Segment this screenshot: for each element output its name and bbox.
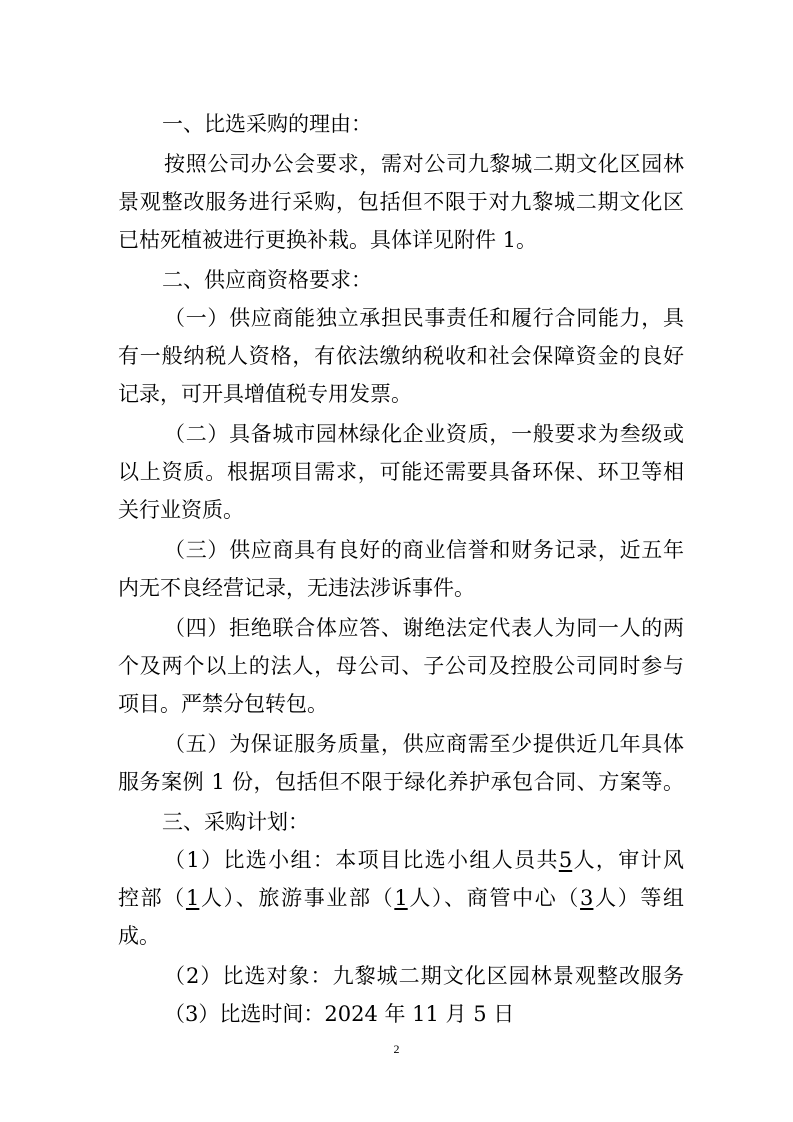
reason-line-1: 按照公司办公会要求，需对公司九黎城二期文化区园林 xyxy=(164,152,684,176)
plan-1-line-3: 成。 xyxy=(118,924,160,948)
qual-heading: 二、供应商资格要求： xyxy=(162,268,372,292)
qual-4-line-2: 个及两个以上的法人，母公司、子公司及控股公司同时参与 xyxy=(118,654,684,678)
plan-1-text: 人）等组 xyxy=(593,886,685,910)
qual-2-line-3: 关行业资质。 xyxy=(118,498,244,522)
qual-5-line-1: （五）为保证服务质量，供应商需至少提供近几年具体 xyxy=(164,732,684,756)
qual-5-line-2: 服务案例 1 份，包括但不限于绿化养护承包合同、方案等。 xyxy=(118,770,684,794)
commerce-count: 3 xyxy=(580,886,594,910)
plan-2: （2）比选对象：九黎城二期文化区园林景观整改服务 xyxy=(164,964,684,988)
plan-1-text: 控部（ xyxy=(118,886,186,910)
page-number: 2 xyxy=(393,1042,400,1056)
qual-2-line-2: 以上资质。根据项目需求，可能还需要具备环保、环卫等相 xyxy=(118,460,684,484)
reason-line-2: 景观整改服务进行采购，包括但不限于对九黎城二期文化区 xyxy=(118,190,684,214)
plan-1-text: 人）、商管中心（ xyxy=(407,886,581,910)
qual-3-line-2: 内无不良经营记录，无违法涉诉事件。 xyxy=(118,576,475,600)
plan-1-line-1 xyxy=(164,846,684,874)
plan-1-text: 人，审计风 xyxy=(572,848,684,872)
qual-4-line-3: 项目。严禁分包转包。 xyxy=(118,692,328,716)
plan-3: （3）比选时间：2024 年 11 月 5 日 xyxy=(164,1002,515,1026)
plan-1-text: 人）、旅游事业部（ xyxy=(199,886,395,910)
qual-1-line-1: （一）供应商能独立承担民事责任和履行合同能力，具 xyxy=(164,306,684,330)
tourism-count: 1 xyxy=(394,886,408,910)
qual-1-line-3: 记录，可开具增值税专用发票。 xyxy=(118,382,412,406)
team-total: 5 xyxy=(558,848,573,872)
reason-heading: 一、比选采购的理由： xyxy=(162,112,372,136)
qual-2-line-1: （二）具备城市园林绿化企业资质，一般要求为叁级或 xyxy=(164,422,684,446)
plan-heading: 三、采购计划： xyxy=(162,810,309,834)
plan-1-text: （1）比选小组：本项目比选小组人员共 xyxy=(164,848,559,872)
qual-1-line-2: 有一般纳税人资格，有依法缴纳税收和社会保障资金的良好 xyxy=(118,344,684,368)
qual-3-line-1: （三）供应商具有良好的商业信誉和财务记录，近五年 xyxy=(164,538,684,562)
qual-4-line-1: （四）拒绝联合体应答、谢绝法定代表人为同一人的两 xyxy=(164,616,684,640)
plan-1-line-2 xyxy=(118,884,684,912)
reason-line-3: 已枯死植被进行更换补栽。具体详见附件 1。 xyxy=(118,228,538,252)
audit-count: 1 xyxy=(185,886,200,910)
